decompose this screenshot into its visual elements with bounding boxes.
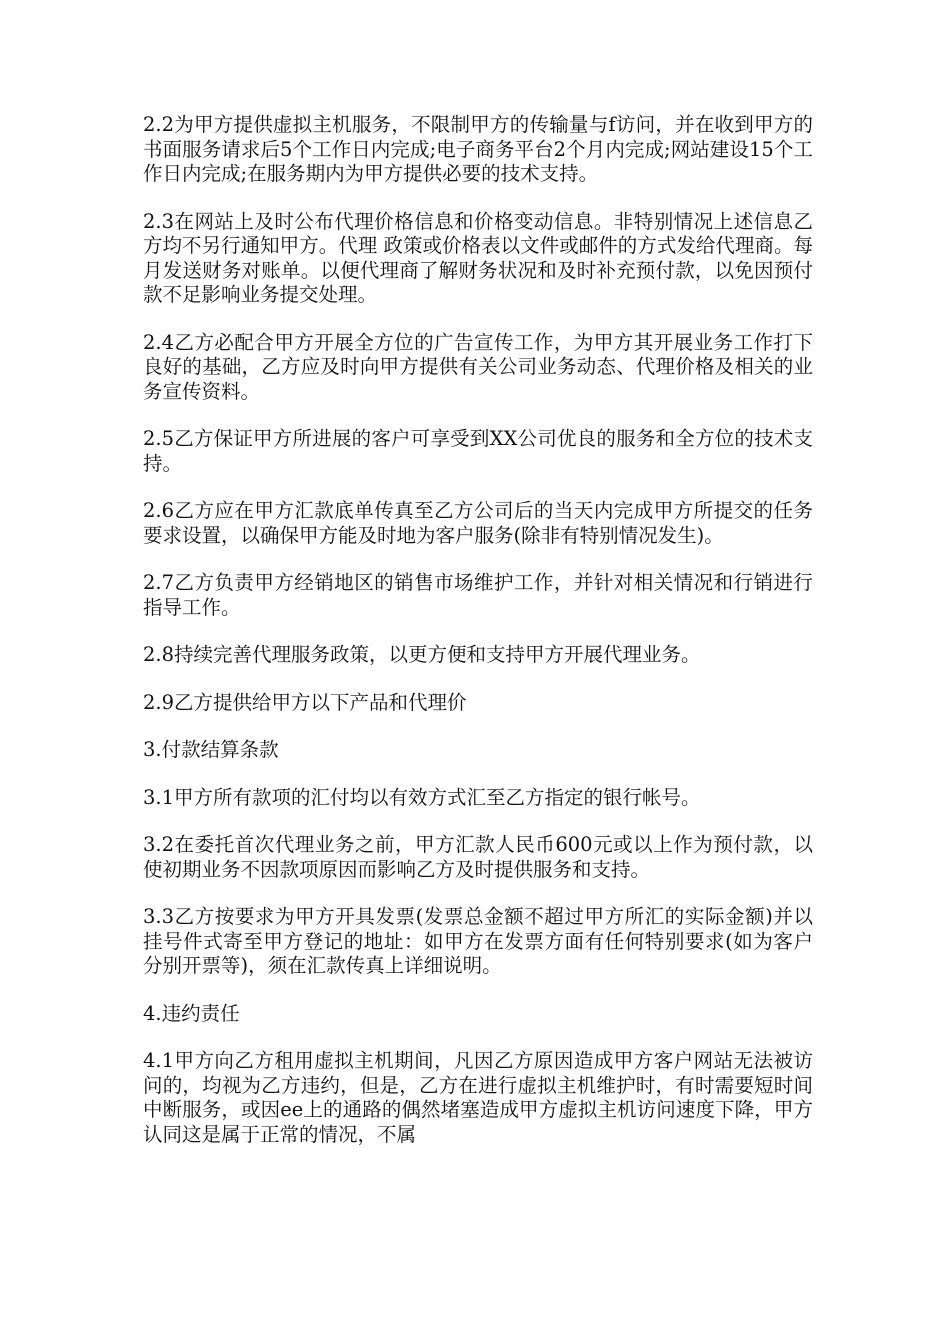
clause-2-3: 2.3在网站上及时公布代理价格信息和价格变动信息。非特别情况上述信息乙方均不另行通知甲方。代理 政策或价格表以文件或邮件的方式发给代理商。每月发送财务对账单。以便代理商了解财务状况和及时补充预付款，以免因预付款不足影响业务提交处理。 [143, 209, 813, 306]
clause-3-3: 3.3乙方按要求为甲方开具发票(发票总金额不超过甲方所汇的实际金额)并以挂号件式寄至甲方登记的地址：如甲方在发票方面有任何特别要求(如为客户分别开票等)，须在汇款传真上详细说明。 [143, 905, 813, 977]
clause-4-1: 4.1甲方向乙方租用虚拟主机期间，凡因乙方原因造成甲方客户网站无法被访问的，均视为乙方违约，但是，乙方在进行虚拟主机维护时，有时需要短时间中断服务，或因ee上的通路的偶然堵塞造成甲方虚拟主机访问速度下降，甲方认同这是属于正常的情况，不属 [143, 1049, 813, 1146]
document-page [143, 113, 813, 1170]
clause-2-5: 2.5乙方保证甲方所进展的客户可享受到XX公司优良的服务和全方位的技术支持。 [143, 427, 813, 475]
clause-2-4: 2.4乙方必配合甲方开展全方位的广告宣传工作，为甲方其开展业务工作打下良好的基础，乙方应及时向甲方提供有关公司业务动态、代理价格及相关的业务宣传资料。 [143, 330, 813, 403]
clause-3-2: 3.2在委托首次代理业务之前，甲方汇款人民币600元或以上作为预付款，以使初期业务不因款项原因而影响乙方及时提供服务和支持。 [143, 833, 813, 881]
clause-2-7: 2.7乙方负责甲方经销地区的销售市场维护工作，并针对相关情况和行销进行指导工作。 [143, 571, 813, 619]
section-4-heading: 4.违约责任 [143, 1001, 240, 1025]
clause-2-8: 2.8持续完善代理服务政策，以更方便和支持甲方开展代理业务。 [143, 643, 701, 666]
clause-3-1: 3.1甲方所有款项的汇付均以有效方式汇至乙方指定的银行帐号。 [143, 785, 701, 809]
clause-2-9: 2.9乙方提供给甲方以下产品和代理价 [143, 690, 467, 714]
clause-2-2: 2.2为甲方提供虚拟主机服务，不限制甲方的传输量与f访问，并在收到甲方的书面服务请求后5个工作日内完成;电子商务平台2个月内完成;网站建设15个工作日内完成;在服务期内为甲方提供必要的技术支持。 [143, 113, 813, 185]
section-3-heading: 3.付款结算条款 [143, 738, 279, 761]
clause-2-6: 2.6乙方应在甲方汇款底单传真至乙方公司后的当天内完成甲方所提交的任务要求设置，以确保甲方能及时地为客户服务(除非有特别情况发生)。 [143, 499, 813, 547]
